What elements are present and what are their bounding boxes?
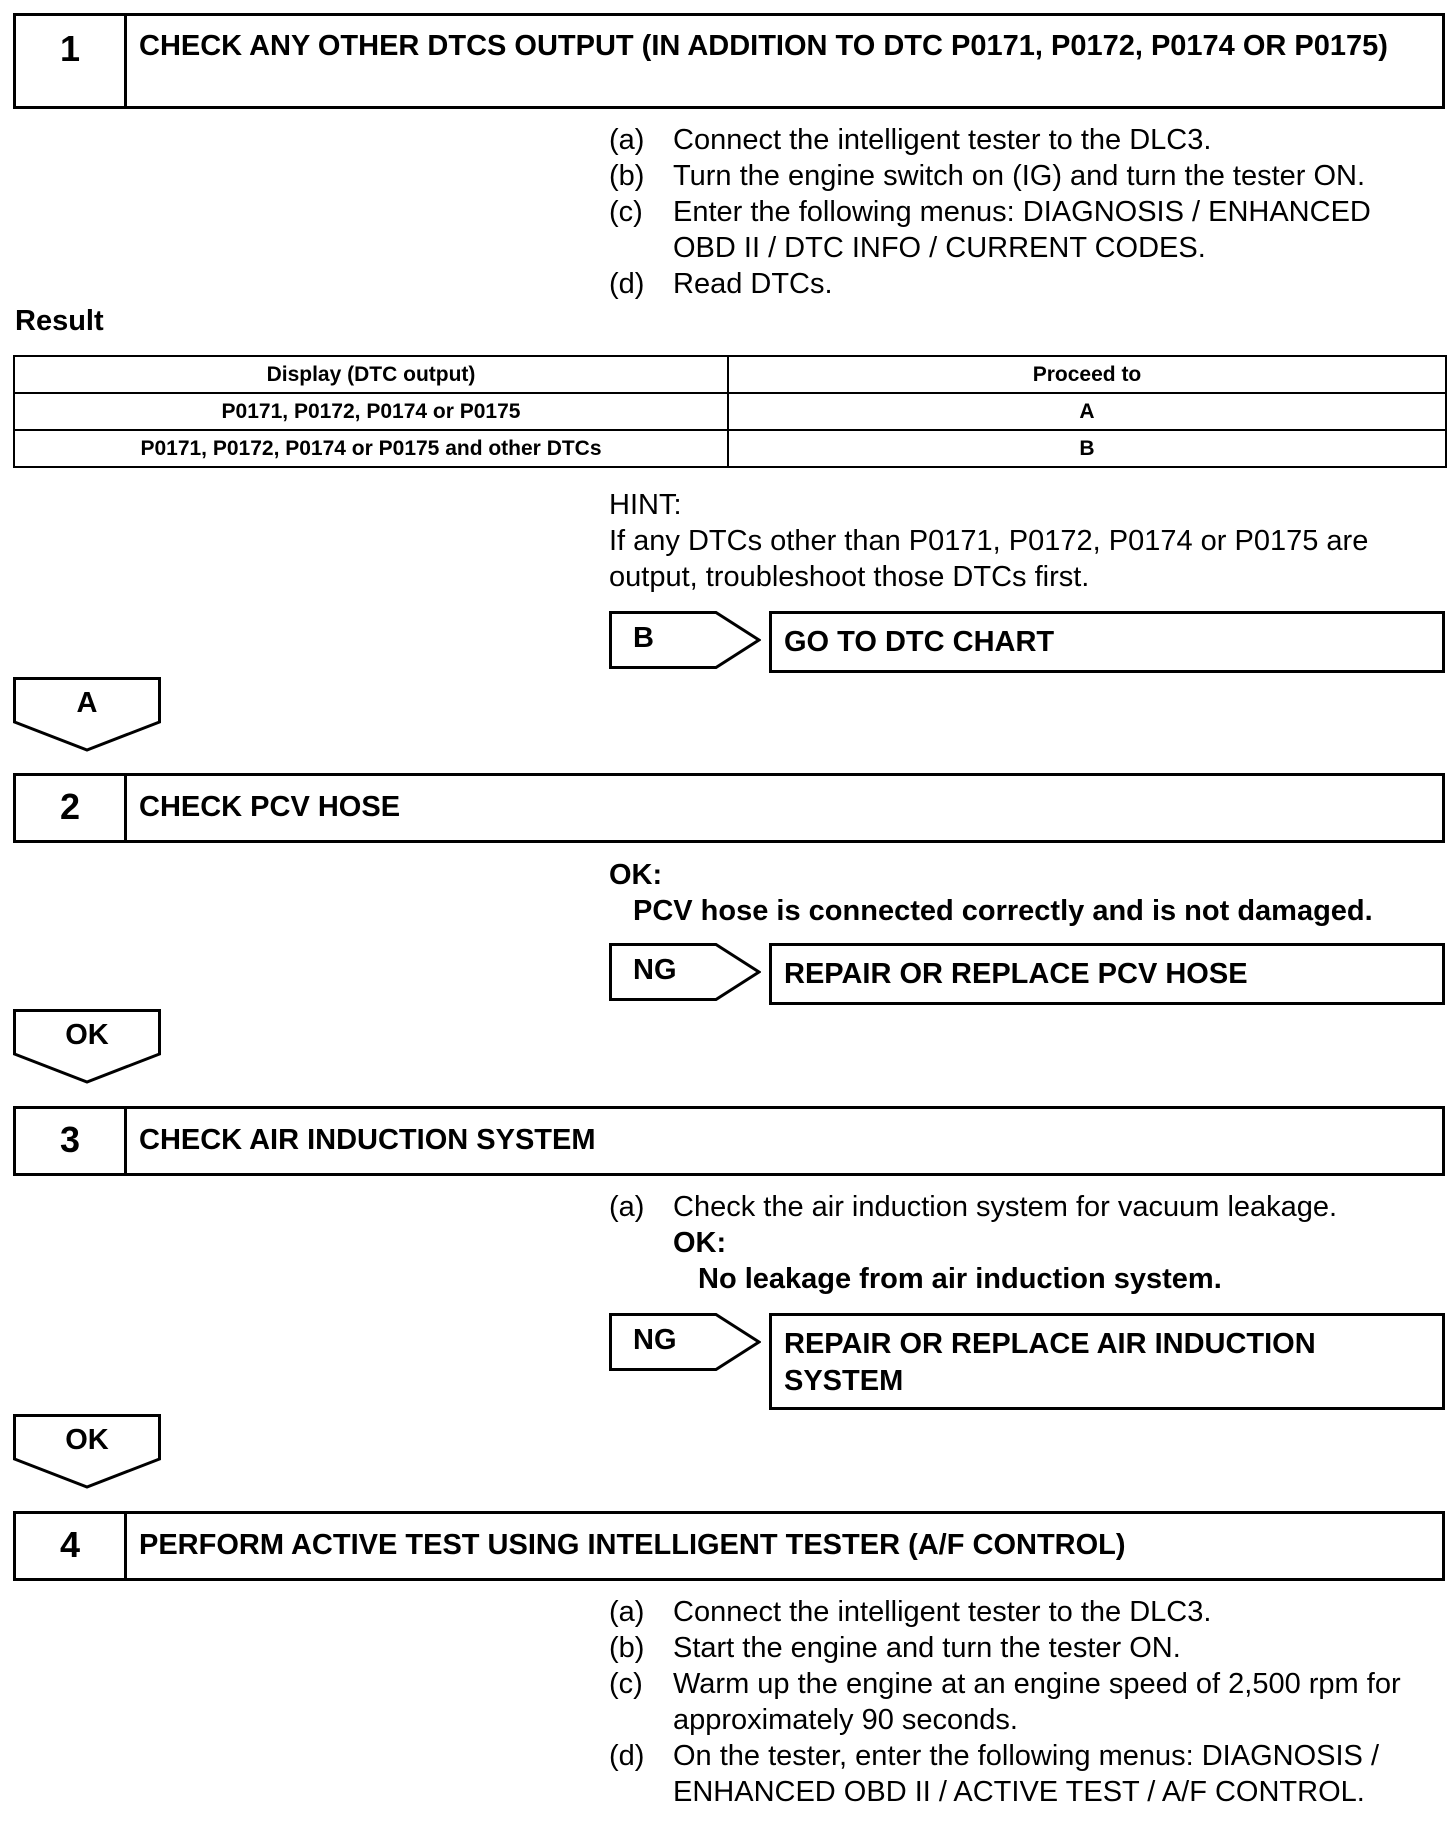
step-title: CHECK AIR INDUCTION SYSTEM: [139, 1124, 596, 1156]
step-title: CHECK PCV HOSE: [139, 791, 401, 823]
step-title: CHECK ANY OTHER DTCS OUTPUT (IN ADDITION TO DTC P0171, P0172, P0174 OR P0175): [139, 30, 1388, 62]
next-step-label: OK: [65, 1424, 109, 1456]
step-number: 4: [16, 1514, 127, 1578]
branch-arrow-icon: [609, 1313, 761, 1371]
table-row: [14, 393, 1446, 430]
list-item: (c) Warm up the engine at an engine speed of 2,500 rpm for approximately 90 seconds.: [609, 1668, 1401, 1736]
column-header: Proceed to: [728, 356, 1446, 393]
step-title: PERFORM ACTIVE TEST USING INTELLIGENT TESTER (A/F CONTROL): [139, 1529, 1126, 1561]
hint-label: HINT:: [609, 489, 682, 521]
list-item: (a) Connect the intelligent tester to the DLC3.: [609, 124, 1212, 156]
next-step-ok: [13, 1009, 161, 1084]
step-number: 1: [16, 16, 127, 106]
table-cell: A: [728, 393, 1446, 430]
list-item: (d) On the tester, enter the following menus: DIAGNOSIS / ENHANCED OBD II / ACTIVE TEST / A/F CONTROL.: [609, 1740, 1379, 1808]
step-4-header: [13, 1511, 1445, 1581]
step-2-header: [13, 773, 1445, 843]
next-step-ok: [13, 1414, 161, 1489]
ok-text: PCV hose is connected correctly and is not damaged.: [633, 895, 1373, 927]
branch-tag: B: [633, 622, 654, 654]
step-1-header: [13, 13, 1445, 109]
table-row: [14, 430, 1446, 467]
branch-arrow-icon: [609, 611, 761, 669]
list-item: (b) Start the engine and turn the tester ON.: [609, 1632, 1181, 1664]
hint-text: If any DTCs other than P0171, P0172, P0174 or P0175 are output, troubleshoot those DTCs first.: [609, 525, 1369, 593]
branch-tag: NG: [633, 1324, 677, 1356]
table-cell: B: [728, 430, 1446, 467]
table-header-row: [14, 356, 1446, 393]
result-label: Result: [15, 305, 104, 337]
ok-label: OK:: [673, 1227, 727, 1259]
step-4-procedure-list: [609, 1594, 1448, 1810]
step-number: 3: [16, 1109, 127, 1173]
list-item: (b) Turn the engine switch on (IG) and turn the tester ON.: [609, 160, 1366, 192]
step-3-procedure-list: [609, 1189, 1443, 1225]
branch-tag: NG: [633, 954, 677, 986]
branch-action: REPAIR OR REPLACE PCV HOSE: [769, 943, 1445, 1005]
list-item: (a) Connect the intelligent tester to the DLC3.: [609, 1596, 1212, 1628]
step-number: 2: [16, 776, 127, 840]
step-1-procedure-list: [609, 122, 1443, 302]
next-step-label: OK: [65, 1019, 109, 1051]
ok-text: No leakage from air induction system.: [698, 1263, 1222, 1295]
table-cell: P0171, P0172, P0174 or P0175 and other DTCs: [14, 430, 728, 467]
branch-b: [609, 611, 1445, 677]
list-item: (c) Enter the following menus: DIAGNOSIS / ENHANCED OBD II / DTC INFO / CURRENT CODES.: [609, 196, 1371, 264]
list-item: (a) Check the air induction system for vacuum leakage.: [609, 1191, 1338, 1223]
ok-label: OK:: [609, 859, 663, 891]
result-table: [13, 355, 1447, 468]
branch-ng: [609, 943, 1445, 1009]
table-cell: P0171, P0172, P0174 or P0175: [14, 393, 728, 430]
branch-arrow-icon: [609, 943, 761, 1001]
next-step-a: [13, 677, 161, 752]
branch-ng: [609, 1313, 1445, 1411]
step-3-header: [13, 1106, 1445, 1176]
branch-action: GO TO DTC CHART: [769, 611, 1445, 673]
column-header: Display (DTC output): [14, 356, 728, 393]
list-item: (d) Read DTCs.: [609, 268, 833, 300]
next-step-label: A: [76, 687, 98, 719]
branch-action: REPAIR OR REPLACE AIR INDUCTION SYSTEM: [769, 1313, 1445, 1410]
